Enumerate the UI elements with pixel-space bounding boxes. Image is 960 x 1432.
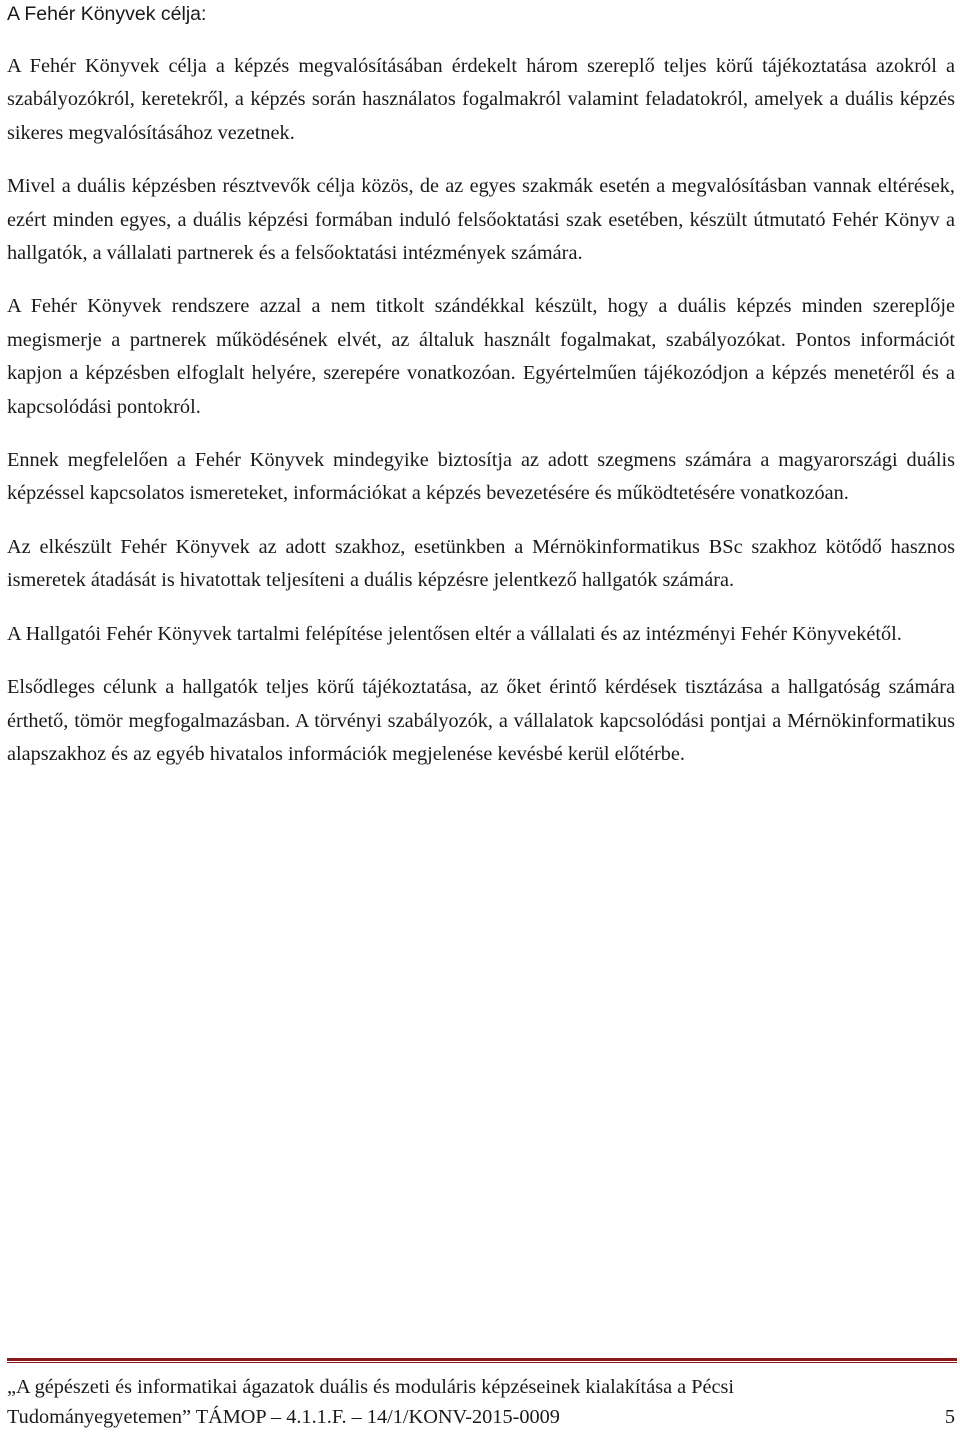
footer-divider (7, 1358, 957, 1363)
paragraph-6: A Hallgatói Fehér Könyvek tartalmi felépítése jelentősen eltér a vállalati és az intézményi Fehér Könyvekétől. (7, 622, 902, 645)
paragraph-2: Mivel a duális képzésben résztvevők célja közös, de az egyes szakmák esetén a megvalósításban vannak eltérések, ezért minden egyes, a duális képzési formában induló felsőoktatási szak esetében, készült útmutató Fehér Könyv a hallgatók, a vállalati partnerek és a felsőoktatási intézmények számára. (7, 175, 955, 265)
footer-project-line-2: Tudományegyetemen” TÁMOP – 4.1.1.F. – 14/1/KONV-2015-0009 (7, 1406, 560, 1428)
page-number: 5 (944, 1406, 955, 1428)
paragraph-3: A Fehér Könyvek rendszere azzal a nem titkolt szándékkal készült, hogy a duális képzés minden szereplője megismerje a partnerek működésének elvét, az általuk használt fogalmakat, szabályozókat. Pontos információt kapjon a képzésben elfoglalt helyére, szerepére vonatkozóan. Egyértelműen tájékozódjon a képzés menetéről és a kapcsolódási pontokról. (7, 295, 955, 418)
body-text (7, 50, 955, 791)
paragraph-7: Elsődleges célunk a hallgatók teljes körű tájékoztatása, az őket érintő kérdések tisztázása a hallgatóság számára érthető, tömör megfogalmazásban. A törvényi szabályozók, a vállalatok kapcsolódási pontjai a Mérnökinformatikus alapszakhoz és az egyéb hivatalos információk megjelenése kevésbé kerül előtérbe. (7, 676, 955, 765)
section-heading: A Fehér Könyvek célja: (7, 3, 207, 25)
footer-row (7, 1402, 957, 1432)
paragraph-5: Az elkészült Fehér Könyvek az adott szakhoz, esetünkben a Mérnökinformatikus BSc szakhoz kötődő hasznos ismeretek átadását is hivatottak teljesíteni a duális képzésre jelentkező hallgatók számára. (7, 535, 955, 592)
footer-project-line-1: „A gépészeti és informatikai ágazatok duális és moduláris képzéseinek kialakítása a Pécsi (7, 1376, 735, 1398)
page-footer (7, 1372, 957, 1432)
paragraph-1: A Fehér Könyvek célja a képzés megvalósításában érdekelt három szereplő teljes körű tájékoztatása azokról a szabályozókról, keretekről, a képzés során használatos fogalmakról valamint feladatokról, amelyek a duális képzés sikeres megvalósításához vezetnek. (7, 55, 955, 144)
paragraph-4: Ennek megfelelően a Fehér Könyvek mindegyike biztosítja az adott szegmens számára a magyarországi duális képzéssel kapcsolatos ismereteket, információkat a képzés bevezetésére és működtetésére vonatkozóan. (7, 449, 955, 505)
